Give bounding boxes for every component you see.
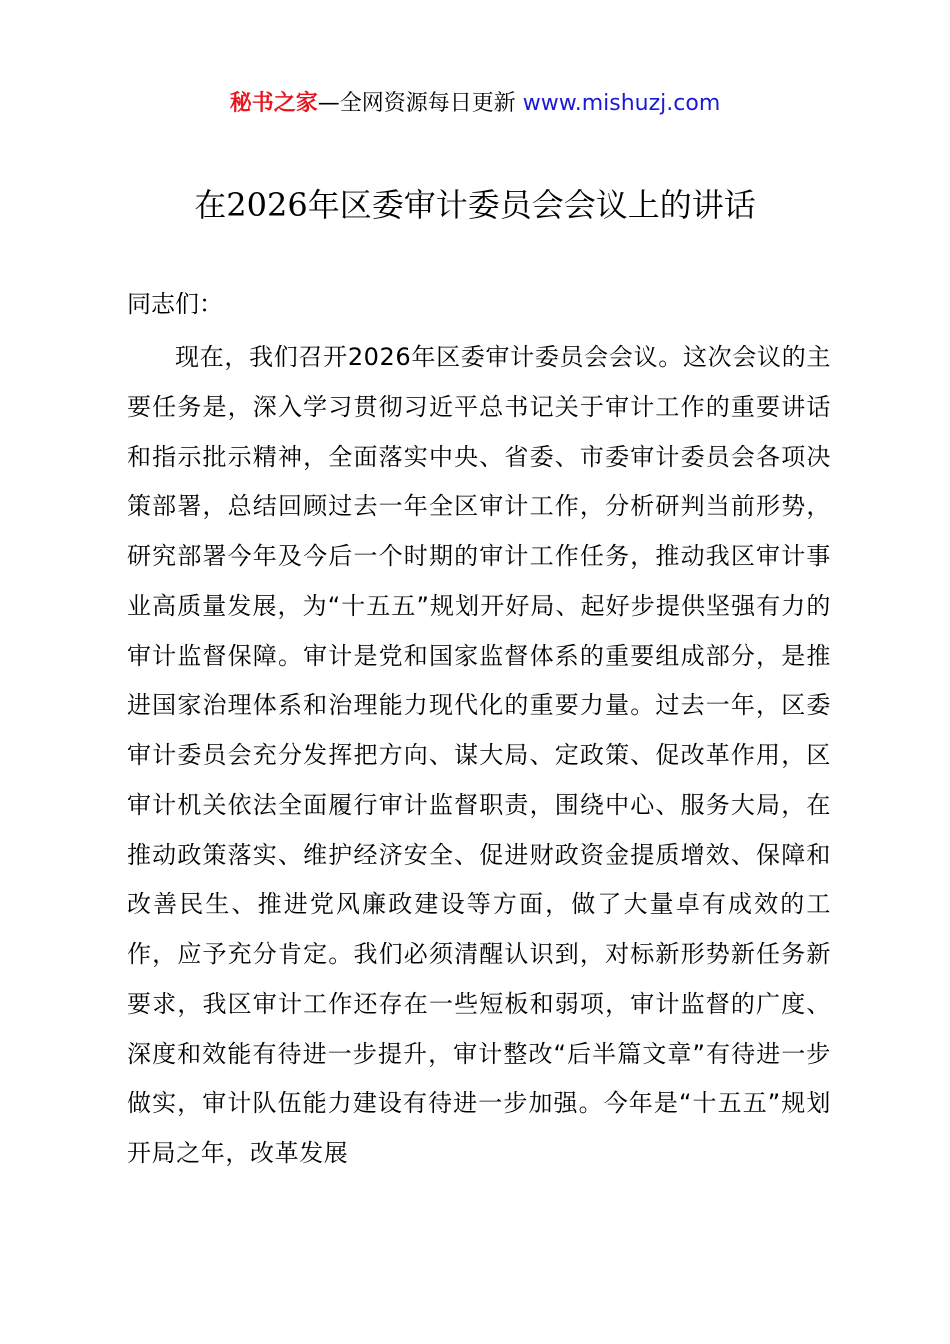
site-url-link[interactable]: www.mishuzj.com xyxy=(522,91,721,116)
site-header xyxy=(0,88,950,120)
salutation: 同志们： xyxy=(127,290,223,318)
brand-name: 秘书之家 xyxy=(229,91,318,116)
header-tagline: —全网资源每日更新 xyxy=(317,91,516,116)
body-paragraph: 现在，我们召开2026年区委审计委员会会议。这次会议的主要任务是，深入学习贯彻习近平总书记关于审计工作的重要讲话和指示批示精神，全面落实中央、省委、市委审计委员会各项决策部署，总结回顾过去一年全区审计工作，分析研判当前形势，研究部署今年及今后一个时期的审计工作任务，推动我区审计事业高质量发展，为“十五五”规划开好局、起好步提供坚强有力的审计监督保障。审计是党和国家监督体系的重要组成部分，是推进国家治理体系和治理能力现代化的重要力量。过去一年，区委审计委员会充分发挥把方向、谋大局、定政策、促改革作用，区审计机关依法全面履行审计监督职责，围绕中心、服务大局，在推动政策落实、维护经济安全、促进财政资金提质增效、保障和改善民生、推进党风廉政建设等方面，做了大量卓有成效的工作，应予充分肯定。我们必须清醒认识到，对标新形势新任务新要求，我区审计工作还存在一些短板和弱项，审计监督的广度、深度和效能有待进一步提升，审计整改“后半篇文章”有待进一步做实，审计队伍能力建设有待进一步加强。今年是“十五五”规划开局之年，改革发展 xyxy=(127,343,831,1167)
document-title: 在2026年区委审计委员会会议上的讲话 xyxy=(194,186,756,224)
